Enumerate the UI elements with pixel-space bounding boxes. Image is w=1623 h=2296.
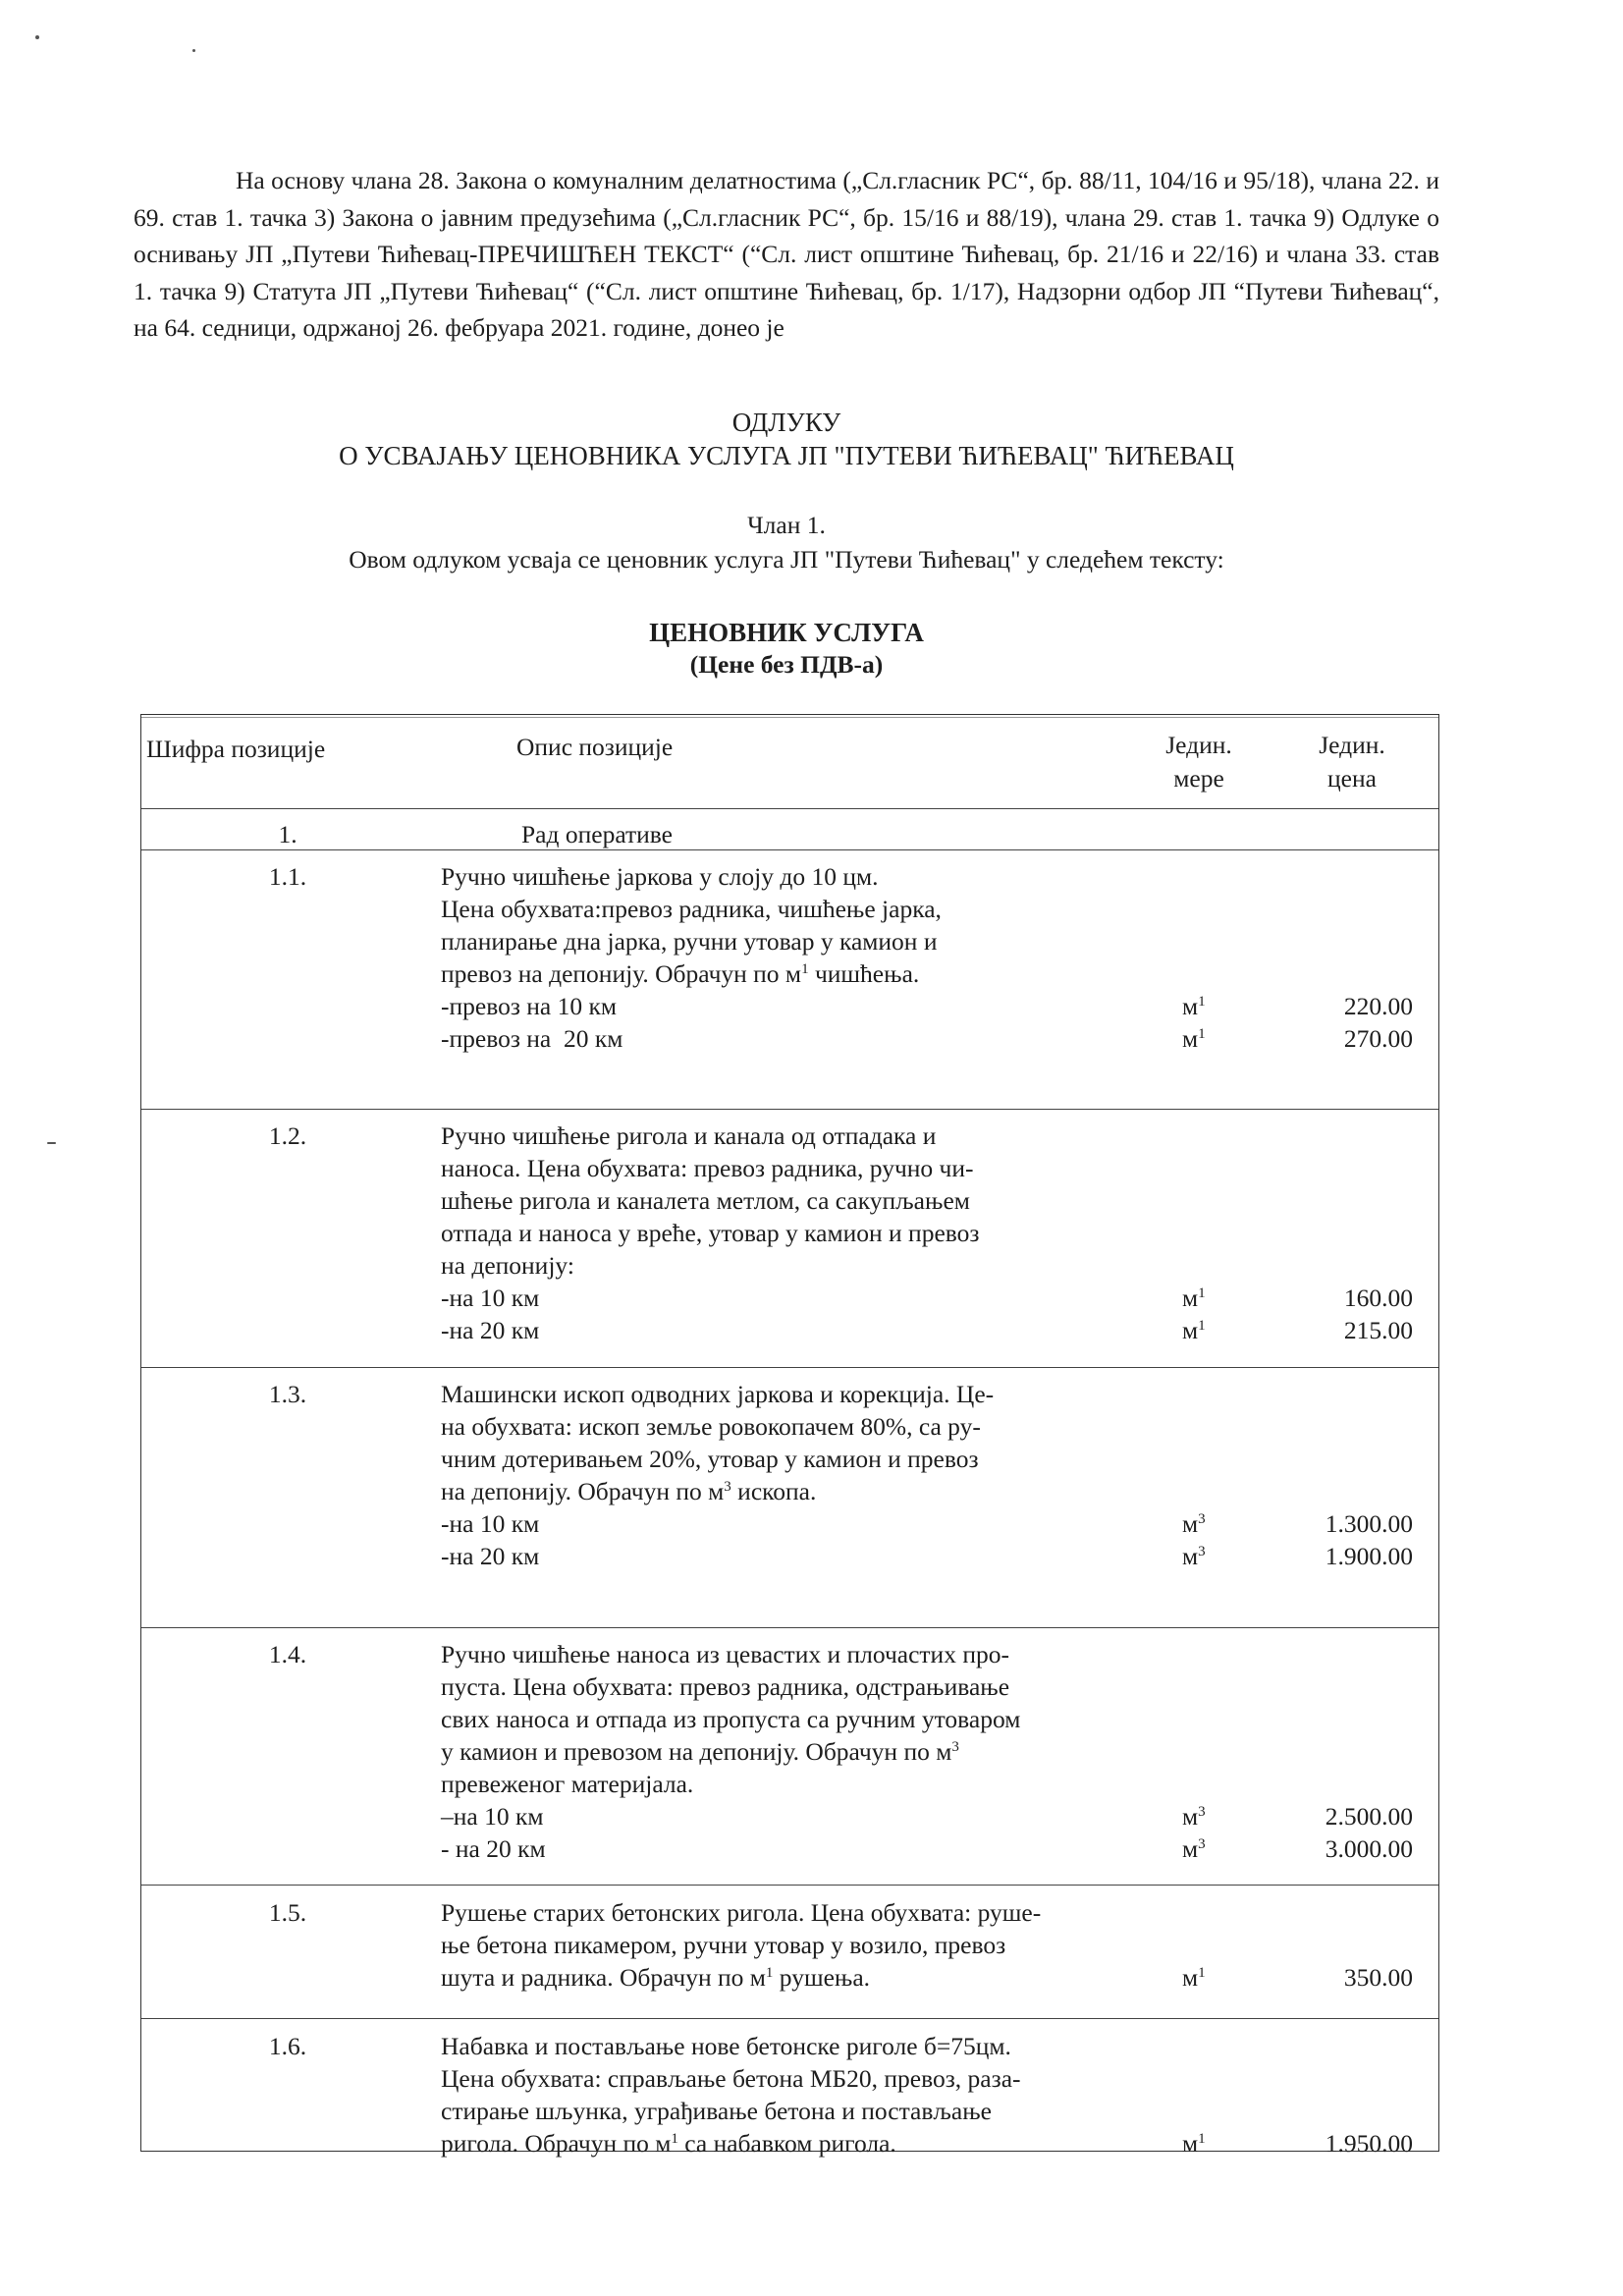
description-line: Ручно чишћење јаркова у слоју до 10 цм. — [441, 862, 879, 891]
description-line: шута и радника. Обрачун по $м^1$ рушења. — [441, 1963, 871, 1992]
item-price: 350.00 — [1343, 1963, 1413, 1992]
option-price: 215.00 — [1343, 1316, 1413, 1344]
option-label: -на 20 км — [441, 1316, 540, 1344]
description-line: Набавка и постављање нове бетонске риголе б=75цм. — [441, 2032, 1011, 2060]
option-price: 220.00 — [1343, 992, 1413, 1020]
section-label: Рад оперативе — [521, 820, 673, 848]
item-code: 1.6. — [268, 2032, 307, 2060]
item-description — [441, 2030, 1167, 2159]
item-code: 1.1. — [268, 862, 307, 891]
header-unit-line1: Једин. — [1165, 731, 1232, 759]
table-divider — [141, 2018, 1438, 2019]
table-divider — [141, 1627, 1438, 1628]
option-price: 3.000.00 — [1325, 1834, 1413, 1863]
description-line: на обухвата: ископ земље ровокопачем 80%, са ру- — [441, 1412, 981, 1441]
option-price: 1.300.00 — [1325, 1509, 1413, 1538]
description-line: шћење ригола и каналета метлом, са сакупљањем — [441, 1186, 970, 1215]
option-label: –на 10 км — [441, 1802, 544, 1831]
option-price: 2.500.00 — [1325, 1802, 1413, 1831]
scan-speck — [192, 49, 195, 52]
description-line: Машински ископ одводних јаркова и корекција. Це- — [441, 1380, 995, 1408]
pricelist-subtitle: (Цене без ПДВ-а) — [689, 650, 884, 679]
description-line: ригола. Обрачун по $м^1$ са набавком ригола. — [441, 2129, 896, 2158]
table-divider — [141, 1367, 1438, 1368]
option-unit: $м^1$ — [1182, 1284, 1206, 1312]
table-divider — [141, 1885, 1438, 1886]
option-price: 1.900.00 — [1325, 1542, 1413, 1570]
description-line: Цена обухвата:превоз радника, чишћење јарка, — [441, 895, 942, 923]
option-unit: $м^3$ — [1182, 1509, 1206, 1538]
option-unit: $м^1$ — [1182, 992, 1206, 1020]
table-divider — [141, 1109, 1438, 1110]
description-line: у камион и превозом на депонију. Обрачун по $м^3$ — [441, 1737, 959, 1766]
description-line: наноса. Цена обухвата: превоз радника, ручно чи- — [441, 1154, 974, 1182]
option-label: -превоз на 20 км — [441, 1024, 623, 1053]
description-line: Ручно чишћење ригола и канала од отпадака и — [441, 1121, 937, 1150]
article-title: Члан 1. — [747, 511, 826, 539]
table-divider — [141, 849, 1438, 850]
option-unit: $м^3$ — [1182, 1802, 1206, 1831]
description-line: стирање шљунка, уграђивање бетона и постављање — [441, 2097, 992, 2125]
option-price: 270.00 — [1343, 1024, 1413, 1053]
description-line: ње бетона пикамером, ручни утовар у возило, превоз — [441, 1931, 1006, 1959]
option-label: -превоз на 10 км — [441, 992, 618, 1020]
scan-speck — [35, 35, 39, 39]
description-line: чним дотеривањем 20%, утовар у камион и превоз — [441, 1445, 979, 1473]
header-price-line1: Једин. — [1319, 731, 1385, 759]
item-code: 1.5. — [268, 1898, 307, 1927]
description-line: пуста. Цена обухвата: превоз радника, одстрањивање — [441, 1672, 1010, 1701]
option-unit: $м^1$ — [1182, 1024, 1206, 1053]
decision-title: ОДЛУКУ — [731, 408, 841, 437]
item-description — [441, 860, 1167, 990]
pricelist-title: ЦЕНОВНИК УСЛУГА — [649, 618, 924, 647]
description-line: отпада и наноса у вреће, утовар у камион и превоз — [441, 1219, 980, 1247]
header-price-line2: цена — [1327, 764, 1377, 793]
description-line: превоз на депонију. Обрачун по $м^1$ чишћења. — [441, 959, 920, 988]
item-unit: $м^1$ — [1182, 2129, 1206, 2158]
option-label: -на 10 км — [441, 1509, 540, 1538]
item-code: 1.4. — [268, 1640, 307, 1668]
header-code: Шифра позиције — [146, 735, 326, 763]
option-price: 160.00 — [1343, 1284, 1413, 1312]
intro-paragraph: На основу члана 28. Закона о комуналним делатностима („Сл.гласник РС“, бр. 88/11, 104/16 и 95/18), члана 22. и 69. став 1. тачка 3) Закона о јавним предузећима („Сл.гласник РС“, бр. 15/16 и 88/19), члана 29. став 1. тачка 9) Одлуке о оснивању ЈП „Путеви Ћићевац-ПРЕЧИШЋЕН ТЕКСТ“ (“Сл. лист општине Ћићевац, бр. 21/16 и 22/16) и члана 33. став 1. тачка 9) Статута ЈП „Путеви Ћићевац“ (“Сл. лист општине Ћићевац, бр. 1/17), Надзорни одбор ЈП “Путеви Ћићевац“, на 64. седници, одржаној 26. фебруара 2021. године, донео је — [134, 166, 1439, 342]
description-line: на депонију: — [441, 1251, 574, 1280]
header-unit-line2: мере — [1173, 764, 1224, 793]
header-unit — [1133, 729, 1265, 795]
item-unit: $м^1$ — [1182, 1963, 1206, 1992]
article-text: Овом одлуком усваја се ценовник услуга ЈП "Путеви Ћићевац" у следећем тексту: — [349, 545, 1224, 574]
description-line: планирање дна јарка, ручни утовар у камион и — [441, 927, 938, 956]
header-description: Опис позиције — [516, 733, 674, 761]
description-line: Рушење старих бетонских ригола. Цена обухвата: руше- — [441, 1898, 1042, 1927]
decision-subtitle: О УСВАЈАЊУ ЦЕНОВНИКА УСЛУГА ЈП "ПУТЕВИ ЋИЋЕВАЦ" ЋИЋЕВАЦ — [339, 441, 1234, 470]
option-unit: $м^1$ — [1182, 1316, 1206, 1344]
description-line: свих наноса и отпада из пропуста са ручним утоваром — [441, 1705, 1021, 1733]
header-price — [1283, 729, 1421, 795]
section-code: 1. — [278, 820, 298, 848]
item-price: 1.950.00 — [1325, 2129, 1413, 2158]
item-description — [441, 1120, 1167, 1282]
item-description — [441, 1896, 1167, 1994]
description-line: Ручно чишћење наноса из цевастих и плочастих про- — [441, 1640, 1009, 1668]
price-table — [140, 714, 1439, 2158]
item-code: 1.2. — [268, 1121, 307, 1150]
description-line: на депонију. Обрачун по $м^3$ ископа. — [441, 1477, 817, 1505]
description-line: Цена обухвата: справљање бетона МБ20, превоз, раза- — [441, 2064, 1021, 2093]
option-label: - на 20 км — [441, 1834, 546, 1863]
description-line: превеженог материјала. — [441, 1770, 694, 1798]
option-unit: $м^3$ — [1182, 1542, 1206, 1570]
item-description — [441, 1638, 1167, 1800]
option-unit: $м^3$ — [1182, 1834, 1206, 1863]
option-label: -на 20 км — [441, 1542, 540, 1570]
item-code: 1.3. — [268, 1380, 307, 1408]
scan-speck — [47, 1142, 56, 1144]
option-label: -на 10 км — [441, 1284, 540, 1312]
table-divider — [141, 808, 1438, 809]
item-description — [441, 1378, 1167, 1507]
